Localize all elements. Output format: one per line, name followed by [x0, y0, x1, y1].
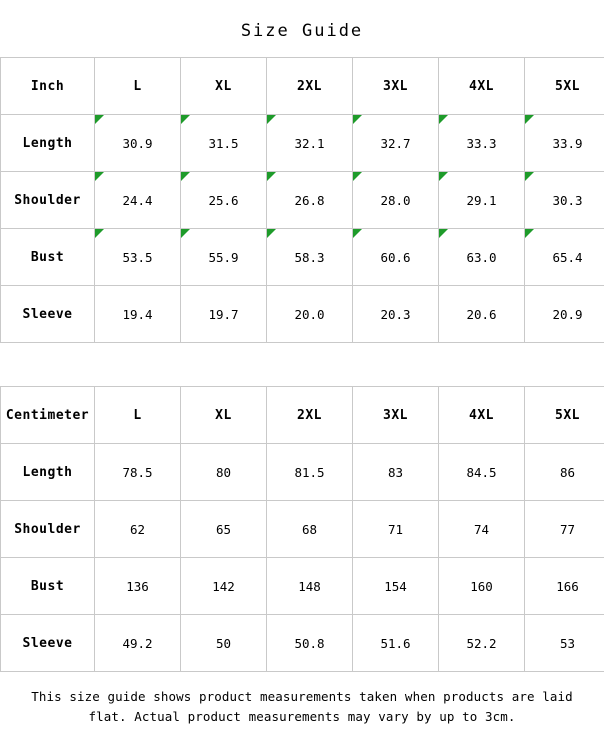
row-label: Bust — [1, 558, 95, 615]
measurement-cell: 50.8 — [267, 615, 353, 672]
measurement-cell: 86 — [525, 444, 604, 501]
row-label: Bust — [1, 229, 95, 286]
measurement-cell: 32.1 — [267, 115, 353, 172]
page-title: Size Guide — [240, 21, 364, 41]
table-row — [1, 115, 604, 172]
measurement-cell: 53 — [525, 615, 604, 672]
column-header: 4XL — [439, 58, 525, 115]
measurement-cell: 62 — [95, 501, 181, 558]
measurement-cell: 83 — [353, 444, 439, 501]
unit-label-centimeter: Centimeter — [1, 387, 95, 444]
measurement-cell: 50 — [181, 615, 267, 672]
measurement-cell: 55.9 — [181, 229, 267, 286]
measurement-cell: 77 — [525, 501, 604, 558]
table-row — [1, 172, 604, 229]
column-header: L — [95, 387, 181, 444]
measurement-cell: 19.4 — [95, 286, 181, 343]
measurement-cell: 148 — [267, 558, 353, 615]
measurement-cell: 160 — [439, 558, 525, 615]
measurement-cell: 74 — [439, 501, 525, 558]
measurement-cell: 30.3 — [525, 172, 604, 229]
row-label: Length — [1, 115, 95, 172]
measurement-cell: 26.8 — [267, 172, 353, 229]
measurement-cell: 20.0 — [267, 286, 353, 343]
measurement-cell: 166 — [525, 558, 604, 615]
column-header: 2XL — [267, 387, 353, 444]
table-header-row — [1, 387, 604, 444]
measurement-cell: 24.4 — [95, 172, 181, 229]
measurement-cell: 58.3 — [267, 229, 353, 286]
size-guide-footnote: This size guide shows product measurements taken when products are laid flat. Actual product measurements may vary by up to 3cm. — [31, 689, 573, 724]
row-label: Length — [1, 444, 95, 501]
measurement-cell: 71 — [353, 501, 439, 558]
column-header: 5XL — [525, 58, 604, 115]
measurement-cell: 31.5 — [181, 115, 267, 172]
table-row — [1, 501, 604, 558]
measurement-cell: 84.5 — [439, 444, 525, 501]
measurement-cell: 19.7 — [181, 286, 267, 343]
column-header: L — [95, 58, 181, 115]
column-header: 4XL — [439, 387, 525, 444]
table-row — [1, 615, 604, 672]
measurement-cell: 49.2 — [95, 615, 181, 672]
row-label: Sleeve — [1, 615, 95, 672]
measurement-cell: 29.1 — [439, 172, 525, 229]
measurement-cell: 33.9 — [525, 115, 604, 172]
row-label: Sleeve — [1, 286, 95, 343]
column-header: 3XL — [353, 58, 439, 115]
measurement-cell: 25.6 — [181, 172, 267, 229]
column-header: 2XL — [267, 58, 353, 115]
column-header: 5XL — [525, 387, 604, 444]
unit-label-inch: Inch — [1, 58, 95, 115]
measurement-cell: 30.9 — [95, 115, 181, 172]
measurement-cell: 65 — [181, 501, 267, 558]
column-header: XL — [181, 58, 267, 115]
measurement-cell: 20.6 — [439, 286, 525, 343]
measurement-cell: 78.5 — [95, 444, 181, 501]
table-row — [1, 286, 604, 343]
size-table-inch — [0, 57, 604, 343]
measurement-cell: 65.4 — [525, 229, 604, 286]
table-row — [1, 444, 604, 501]
measurement-cell: 28.0 — [353, 172, 439, 229]
measurement-cell: 53.5 — [95, 229, 181, 286]
measurement-cell: 142 — [181, 558, 267, 615]
column-header: XL — [181, 387, 267, 444]
measurement-cell: 60.6 — [353, 229, 439, 286]
table-row — [1, 558, 604, 615]
row-label: Shoulder — [1, 501, 95, 558]
column-header: 3XL — [353, 387, 439, 444]
measurement-cell: 80 — [181, 444, 267, 501]
table-row — [1, 229, 604, 286]
measurement-cell: 52.2 — [439, 615, 525, 672]
measurement-cell: 154 — [353, 558, 439, 615]
measurement-cell: 68 — [267, 501, 353, 558]
row-label: Shoulder — [1, 172, 95, 229]
measurement-cell: 20.9 — [525, 286, 604, 343]
measurement-cell: 32.7 — [353, 115, 439, 172]
measurement-cell: 33.3 — [439, 115, 525, 172]
table-header-row — [1, 58, 604, 115]
measurement-cell: 81.5 — [267, 444, 353, 501]
measurement-cell: 136 — [95, 558, 181, 615]
measurement-cell: 20.3 — [353, 286, 439, 343]
measurement-cell: 63.0 — [439, 229, 525, 286]
measurement-cell: 51.6 — [353, 615, 439, 672]
size-table-centimeter — [0, 386, 604, 672]
table-gap-divider — [0, 343, 604, 386]
